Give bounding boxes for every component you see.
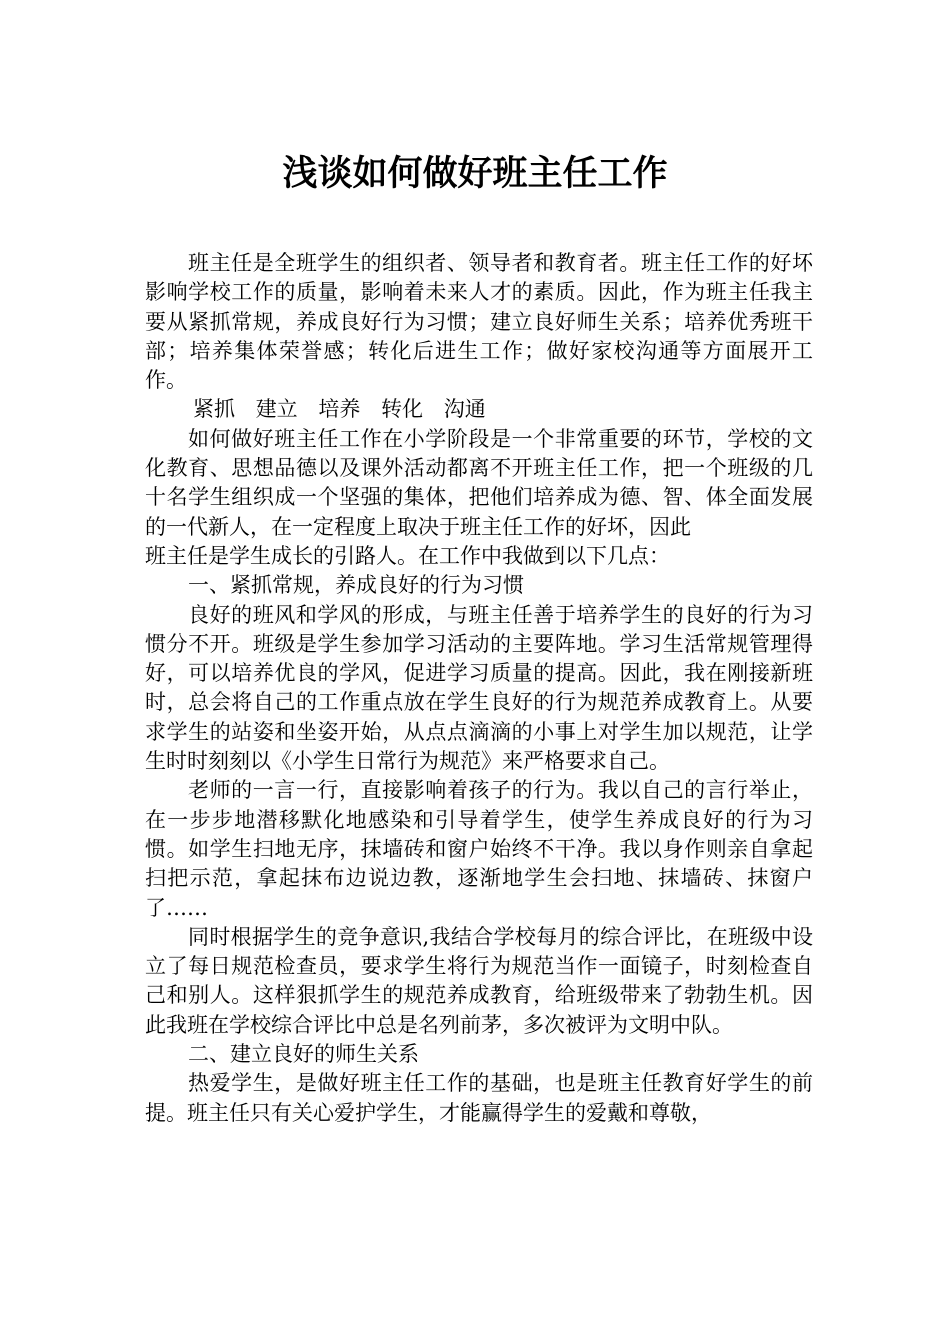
document-title: 浅谈如何做好班主任工作: [282, 153, 668, 194]
document-body: [145, 249, 813, 1128]
keyword: 转化: [381, 397, 424, 422]
keyword: 紧抓: [193, 397, 235, 422]
body-paragraph: 良好的班风和学风的形成，与班主任善于培养学生的良好的行为习惯分不开。班级是学生参加学习活动的主要阵地。学习生活常规管理得好，可以培养优良的学风，促进学习质量的提高。因此，我在刚接新班时，总会将自己的工作重点放在学生良好的行为规范养成教育上。从要求学生的站姿和坐姿开始，从点点滴滴的小事上对学生加以规范，让学生时时刻刻以《小学生日常行为规范》来严格要求自己。: [145, 602, 813, 774]
intro-continuation: 班主任是学生成长的引路人。在工作中我做到以下几点：: [145, 543, 670, 568]
keyword: 建立: [255, 397, 298, 422]
keyword: 沟通: [443, 397, 486, 422]
intro-paragraph: 如何做好班主任工作在小学阶段是一个非常重要的环节，学校的文化教育、思想品德以及课外活动都离不开班主任工作，把一个班级的几十名学生组织成一个坚强的集体，把他们培养成为德、智、体全面发展的一代新人，在一定程度上取决于班主任工作的好坏，因此: [145, 426, 813, 539]
section-heading: 二、建立良好的师生关系: [188, 1042, 419, 1067]
section-heading: 一、紧抓常规，养成良好的行为习惯: [188, 573, 524, 598]
body-paragraph: 热爱学生，是做好班主任工作的基础，也是班主任教育好学生的前提。班主任只有关心爱护学生，才能赢得学生的爱戴和尊敬，: [145, 1071, 813, 1125]
body-paragraph: 同时根据学生的竞争意识,我结合学校每月的综合评比，在班级中设立了每日规范检查员，要求学生将行为规范当作一面镜子，时刻检查自己和别人。这样狠抓学生的规范养成教育，给班级带来了勃勃生机。因此我班在学校综合评比中总是名列前茅，多次被评为文明中队。: [145, 924, 813, 1037]
keywords-line: [145, 395, 813, 424]
keyword: 培养: [318, 397, 361, 422]
abstract-paragraph: 班主任是全班学生的组织者、领导者和教育者。班主任工作的好坏影响学校工作的质量，影响着未来人才的素质。因此，作为班主任我主要从紧抓常规，养成良好行为习惯；建立良好师生关系；培养优秀班干部；培养集体荣誉感；转化后进生工作；做好家校沟通等方面展开工作。: [145, 251, 813, 393]
body-paragraph: 老师的一言一行，直接影响着孩子的行为。我以自己的言行举止，在一步步地潜移默化地感染和引导着学生，使学生养成良好的行为习惯。如学生扫地无序，抹墙砖和窗户始终不干净。我以身作则亲自拿起扫把示范，拿起抹布边说边教，逐渐地学生会扫地、抹墙砖、抹窗户了……: [145, 778, 813, 920]
